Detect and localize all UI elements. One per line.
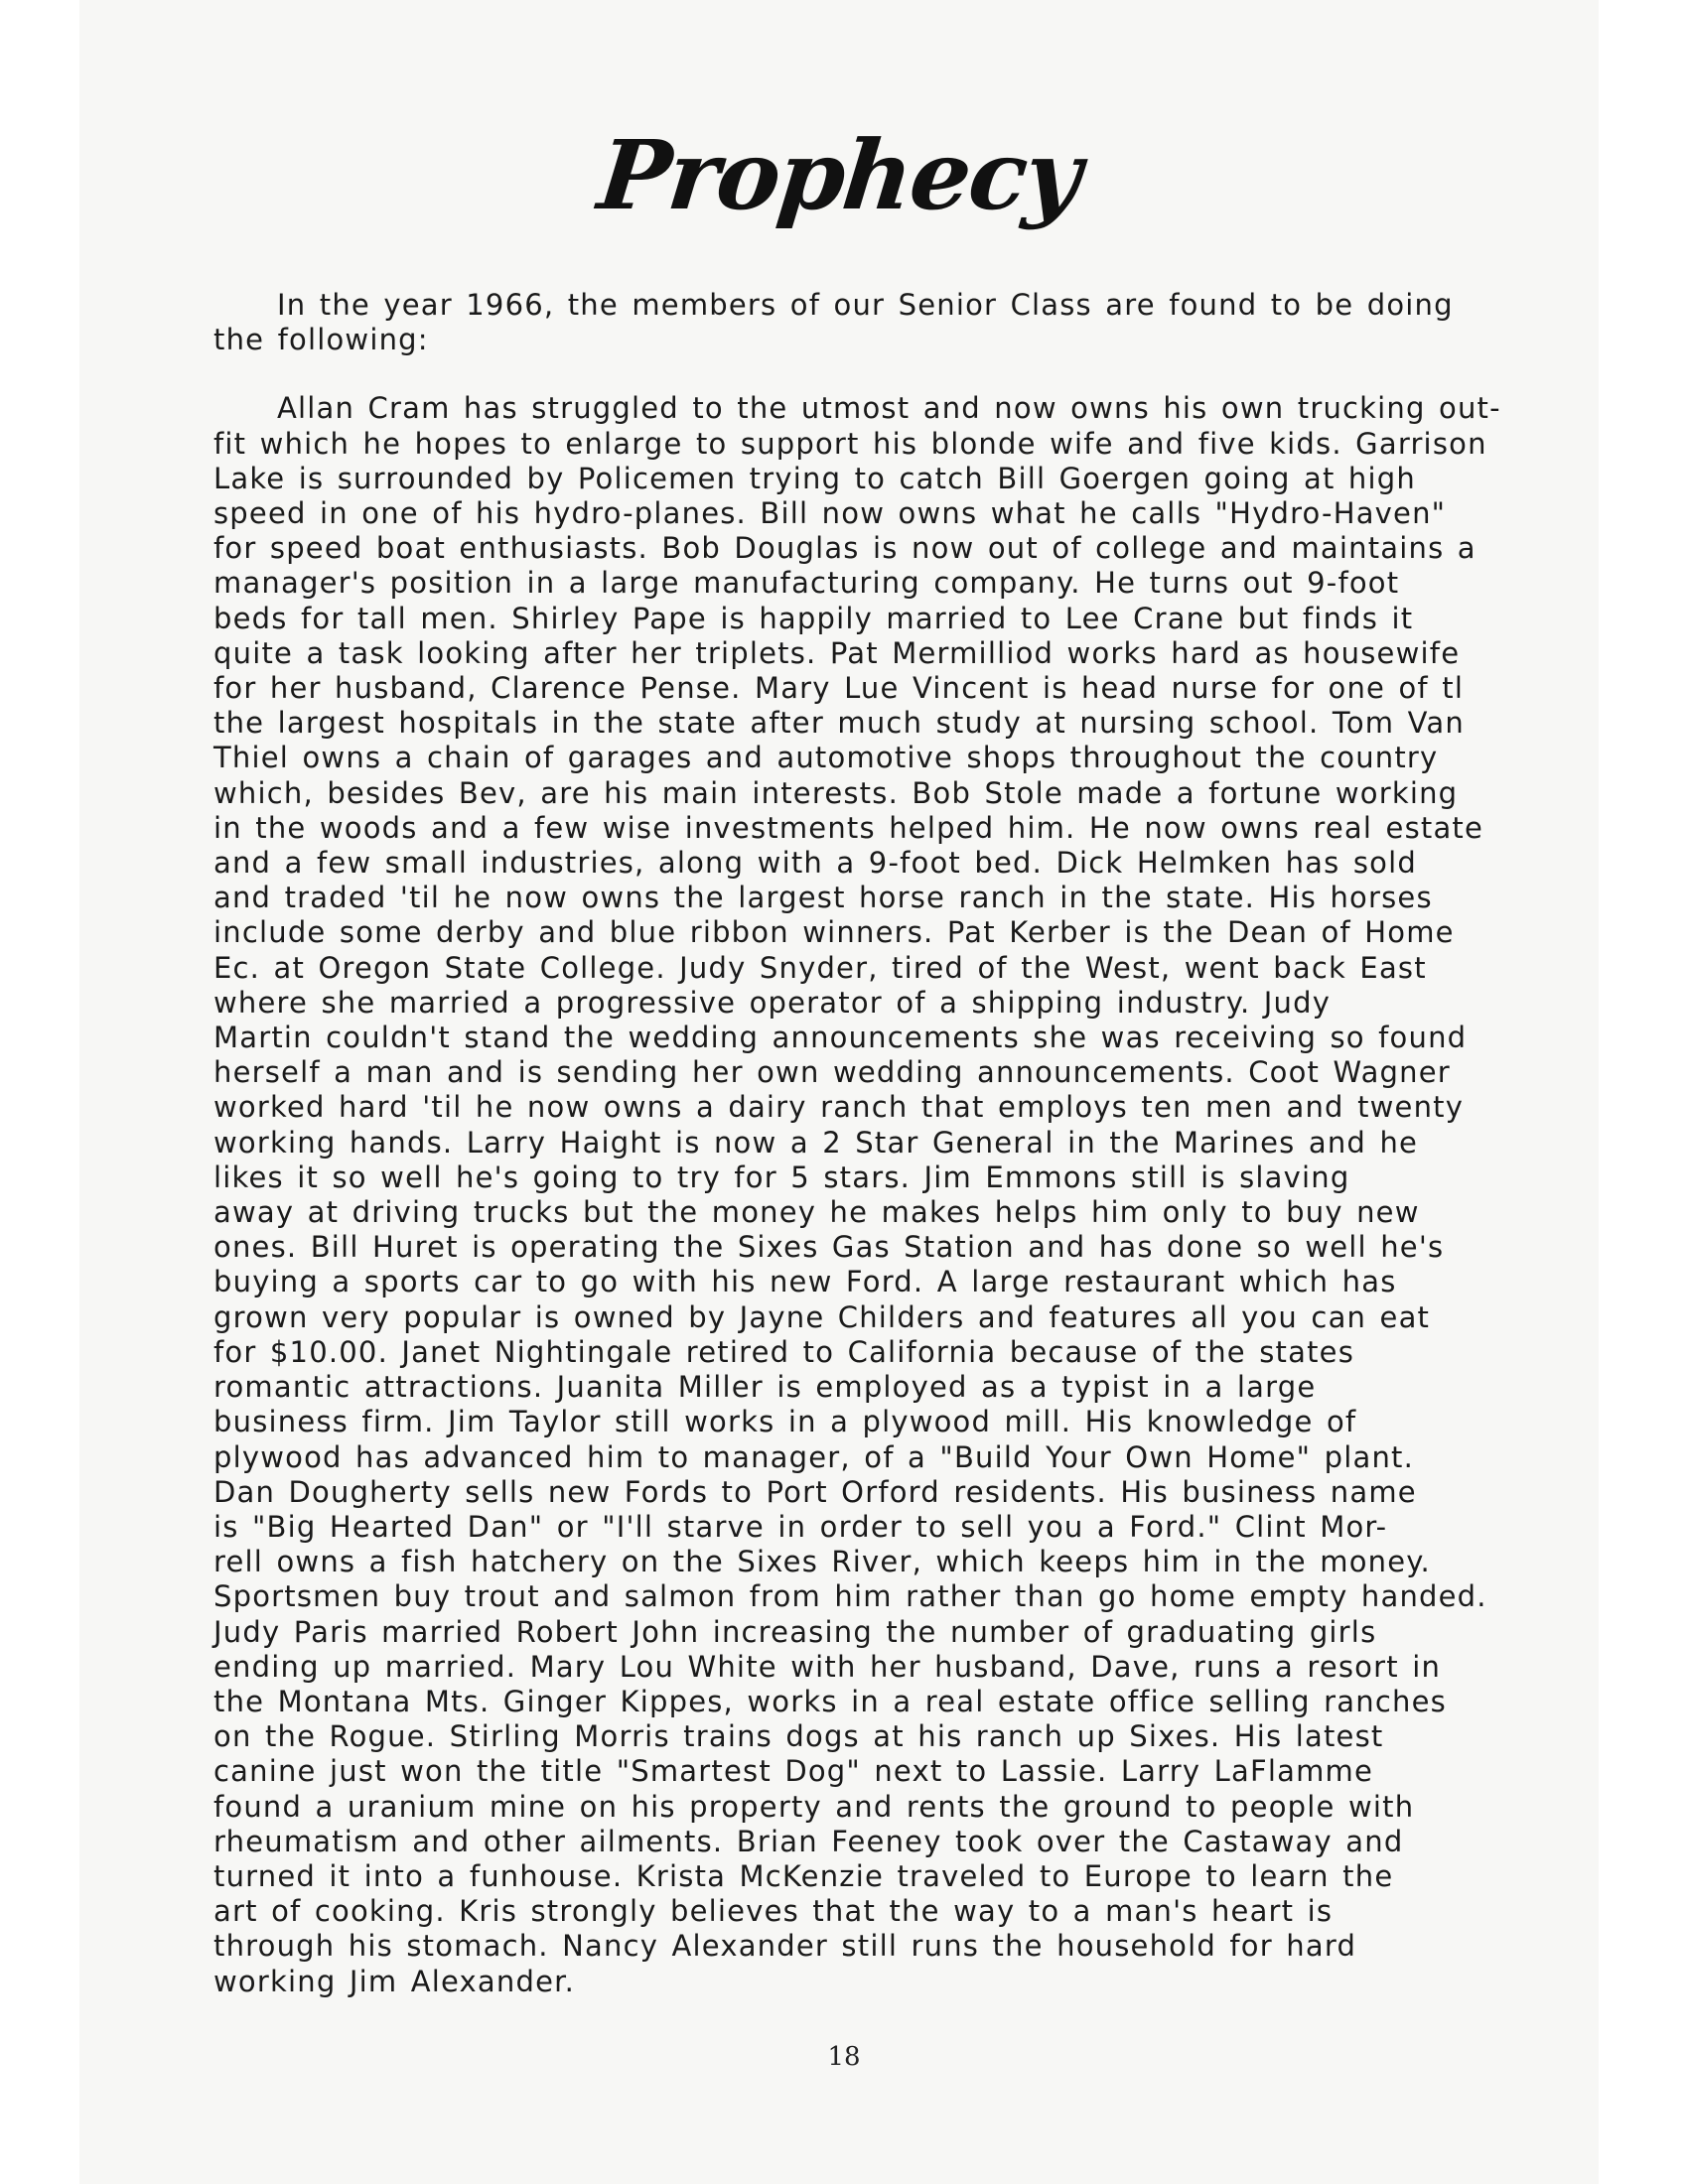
- text-line: ending up married. Mary Lou White with her husband, Dave, runs a resort in: [213, 1649, 1442, 1684]
- text-line: manager's position in a large manufacturing company. He turns out 9-foot: [213, 566, 1400, 601]
- text-line: Thiel owns a chain of garages and automotive shops throughout the country: [213, 741, 1439, 775]
- text-line: worked hard 'til he now owns a dairy ranch that employs ten men and twenty: [213, 1090, 1465, 1125]
- text-line: turned it into a funhouse. Krista McKenzie traveled to Europe to learn the: [213, 1858, 1394, 1893]
- text-line: rell owns a fish hatchery on the Sixes River, which keeps him in the money.: [213, 1545, 1431, 1579]
- text-line: romantic attractions. Juanita Miller is employed as a typist in a large: [213, 1370, 1317, 1405]
- text-line: buying a sports car to go with his new Ford. A large restaurant which has: [213, 1265, 1397, 1299]
- text-line: working Jim Alexander.: [213, 1964, 575, 1998]
- text-line: business firm. Jim Taylor still works in a plywood mill. His knowledge of: [213, 1405, 1357, 1439]
- text-line: Lake is surrounded by Policemen trying to catch Bill Goergen going at high: [213, 461, 1416, 495]
- text-line: and a few small industries, along with a 9-foot bed. Dick Helmken has sold: [213, 846, 1417, 881]
- text-line: Judy Paris married Robert John increasing the number of graduating girls: [213, 1614, 1377, 1649]
- text-line: grown very popular is owned by Jayne Childers and features all you can eat: [213, 1299, 1431, 1334]
- text-line: for speed boat enthusiasts. Bob Douglas is now out of college and maintains a: [213, 531, 1477, 566]
- text-line: for her husband, Clarence Pense. Mary Lue Vincent is head nurse for one of tl: [213, 671, 1465, 706]
- text-line: Martin couldn't stand the wedding announcements she was receiving so found: [213, 1021, 1468, 1055]
- text-line: is "Big Hearted Dan" or "I'll starve in order to sell you a Ford." Clint Mor-: [213, 1509, 1388, 1544]
- text-line: for $10.00. Janet Nightingale retired to California because of the states: [213, 1334, 1355, 1369]
- text-line: through his stomach. Nancy Alexander still runs the household for hard: [213, 1929, 1357, 1964]
- text-line: speed in one of his hydro-planes. Bill now owns what he calls "Hydro-Haven": [213, 496, 1447, 531]
- text-line: on the Rogue. Stirling Morris trains dogs at his ranch up Sixes. His latest: [213, 1719, 1384, 1754]
- main-paragraph: [213, 391, 1599, 1998]
- text-line: canine just won the title "Smartest Dog" next to Lassie. Larry LaFlamme: [213, 1754, 1374, 1789]
- text-line: Dan Dougherty sells new Fords to Port Orford residents. His business name: [213, 1474, 1417, 1509]
- text-line: working hands. Larry Haight is now a 2 Star General in the Marines and he: [213, 1125, 1419, 1160]
- text-line: the Montana Mts. Ginger Kippes, works in a real estate office selling ranches: [213, 1684, 1447, 1718]
- text-line: ones. Bill Huret is operating the Sixes Gas Station and has done so well he's: [213, 1230, 1445, 1265]
- text-line: rheumatism and other ailments. Brian Feeney took over the Castaway and: [213, 1824, 1404, 1858]
- text-line: found a uranium mine on his property and rents the ground to people with: [213, 1789, 1415, 1824]
- text-line: herself a man and is sending her own wedding announcements. Coot Wagner: [213, 1055, 1451, 1090]
- text-line: quite a task looking after her triplets. Pat Mermilliod works hard as housewife: [213, 635, 1461, 670]
- text-line: which, besides Bev, are his main interests. Bob Stole made a fortune working: [213, 775, 1459, 810]
- text-line: plywood has advanced him to manager, of a "Build Your Own Home" plant.: [213, 1439, 1415, 1474]
- intro-paragraph: [213, 288, 1599, 357]
- text-line: Ec. at Oregon State College. Judy Snyder, tired of the West, went back East: [213, 950, 1427, 985]
- text-line: beds for tall men. Shirley Pape is happily married to Lee Crane but finds it: [213, 601, 1414, 635]
- text-line: fit which he hopes to enlarge to support his blonde wife and five kids. Garrison: [213, 426, 1487, 461]
- text-line: the following:: [213, 323, 429, 357]
- text-line: Allan Cram has struggled to the utmost and now owns his own trucking out-: [277, 391, 1501, 426]
- article-body: [213, 288, 1599, 1999]
- text-line: the largest hospitals in the state after much study at nursing school. Tom Van: [213, 706, 1465, 741]
- page-title: Prophecy: [593, 119, 1085, 231]
- page-number: 18: [827, 2042, 861, 2072]
- text-line: In the year 1966, the members of our Senior Class are found to be doing: [277, 288, 1454, 322]
- text-line: likes it so well he's going to try for 5 stars. Jim Emmons still is slaving: [213, 1160, 1350, 1194]
- text-line: in the woods and a few wise investments helped him. He now owns real estate: [213, 810, 1484, 845]
- text-line: away at driving trucks but the money he makes helps him only to buy new: [213, 1195, 1420, 1230]
- text-line: where she married a progressive operator of a shipping industry. Judy: [213, 985, 1332, 1020]
- text-line: art of cooking. Kris strongly believes that the way to a man's heart is: [213, 1894, 1334, 1929]
- text-line: Sportsmen buy trout and salmon from him rather than go home empty handed.: [213, 1579, 1487, 1614]
- text-line: include some derby and blue ribbon winners. Pat Kerber is the Dean of Home: [213, 915, 1455, 950]
- text-line: and traded 'til he now owns the largest horse ranch in the state. His horses: [213, 881, 1433, 915]
